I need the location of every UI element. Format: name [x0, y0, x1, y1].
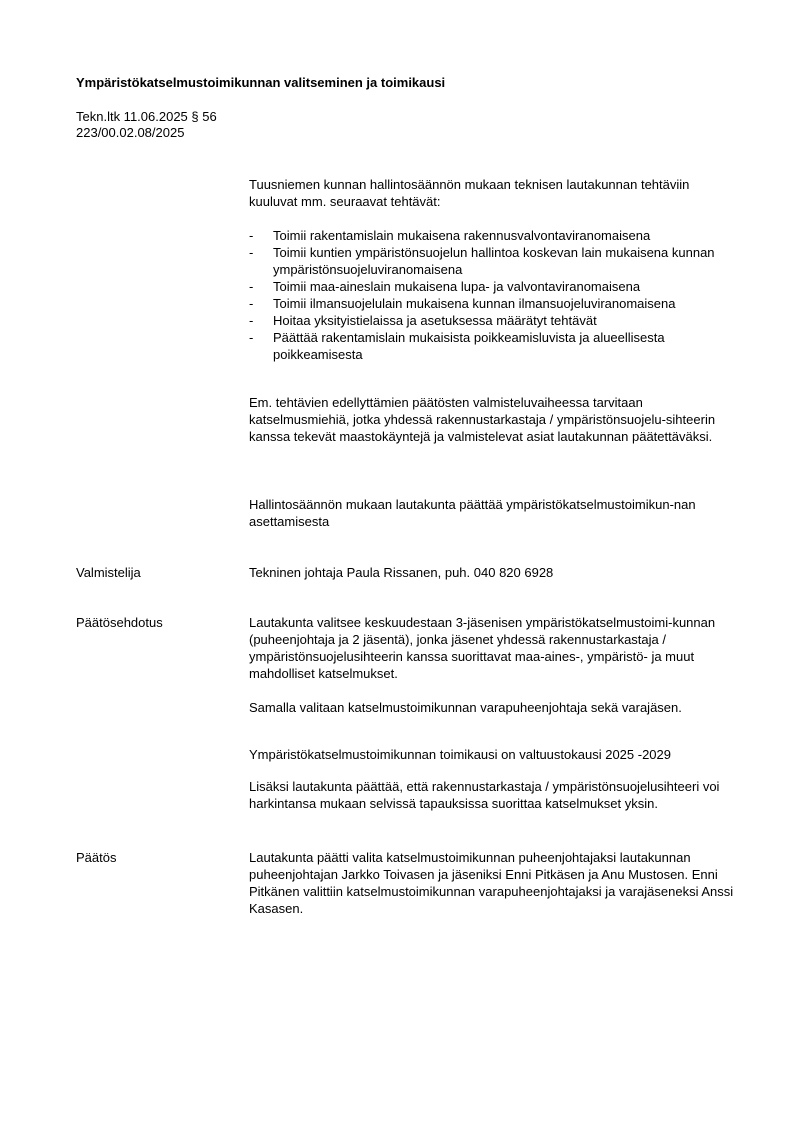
dash-marker: - — [249, 228, 254, 243]
dash-marker: - — [249, 279, 254, 294]
record-number-line: 223/00.02.08/2025 — [76, 125, 185, 140]
task-list — [249, 227, 741, 363]
proposal-paragraph-3: Ympäristökatselmustoimikunnan toimikausi on valtuustokausi 2025 -2029 — [249, 747, 671, 762]
task-list-item: - Hoitaa yksityistielaissa ja asetuksessa määrätyt tehtävät — [249, 313, 597, 328]
proposal-paragraph-2: Samalla valitaan katselmustoimikunnan varapuheenjohtaja sekä varajäsen. — [249, 700, 682, 715]
meeting-reference — [76, 109, 217, 141]
proposal-paragraph-1: Lautakunta valitsee keskuudestaan 3-jäsenisen ympäristökatselmustoimi-kunnan (puheenjohtaja ja 2 jäsentä), jonka jäsenet yhdessä rakennustarkastaja / ympäristönsuojelusihteerin kanssa suorittavat maa-aines-, ympäristö- ja muut mahdolliset katselmukset. — [249, 615, 716, 681]
document-title: Ympäristökatselmustoimikunnan valitseminen ja toimikausi — [76, 75, 446, 90]
task-list-item: - Toimii maa-aineslain mukaisena lupa- ja valvontaviranomaisena — [249, 279, 641, 294]
task-list-item: - Päättää rakentamislain mukaisista poikkeamisluvista ja alueellisesta poikkeamisesta — [249, 330, 665, 362]
proposal-label: Päätösehdotus — [76, 615, 163, 630]
decision-label: Päätös — [76, 850, 117, 865]
decision-text: Lautakunta päätti valita katselmustoimikunnan puheenjohtajaksi lautakunnan puheenjohtajan Jarkko Toivasen ja jäseniksi Enni Pitkäsen ja Anu Mustosen. Enni Pitkänen valittiin katselmustoimikunnan varapuheenjohtajaksi ja varajäseneksi Anssi Kasasen. — [249, 850, 734, 916]
task-list-item: - Toimii kuntien ympäristönsuojelun hallintoa koskevan lain mukaisena kunnan ympäristönsuojeluviranomaisena — [249, 245, 715, 277]
meeting-date-line: Tekn.ltk 11.06.2025 § 56 — [76, 109, 217, 124]
dash-marker: - — [249, 330, 254, 345]
intro-section — [249, 176, 741, 363]
dash-marker: - — [249, 313, 254, 328]
task-list-item: - Toimii ilmansuojelulain mukaisena kunnan ilmansuojeluviranomaisena — [249, 296, 676, 311]
preparation-paragraph: Em. tehtävien edellyttämien päätösten valmisteluvaiheessa tarvitaan katselmusmiehiä, jotka yhdessä rakennustarkastaja / ympäristönsuojelu-sihteerin kanssa tekevät maastokäyntejä ja valmistelevat asiat lautakunnan päätettäväksi. — [249, 395, 716, 444]
intro-paragraph: Tuusniemen kunnan hallintosäännön mukaan teknisen lautakunnan tehtäviin kuuluvat mm. seuraavat tehtävät: — [249, 177, 690, 209]
preparer-text: Tekninen johtaja Paula Rissanen, puh. 040 820 6928 — [249, 565, 554, 580]
proposal-paragraph-4: Lisäksi lautakunta päättää, että rakennustarkastaja / ympäristönsuojelusihteeri voi harkintansa mukaan selvissä tapauksissa suorittaa katselmukset yksin. — [249, 779, 720, 811]
dash-marker: - — [249, 245, 254, 260]
preparer-label: Valmistelija — [76, 565, 141, 580]
governance-paragraph: Hallintosäännön mukaan lautakunta päättää ympäristökatselmustoimikun-nan asettamisesta — [249, 497, 696, 529]
task-list-item: - Toimii rakentamislain mukaisena rakennusvalvontaviranomaisena — [249, 228, 651, 243]
dash-marker: - — [249, 296, 254, 311]
